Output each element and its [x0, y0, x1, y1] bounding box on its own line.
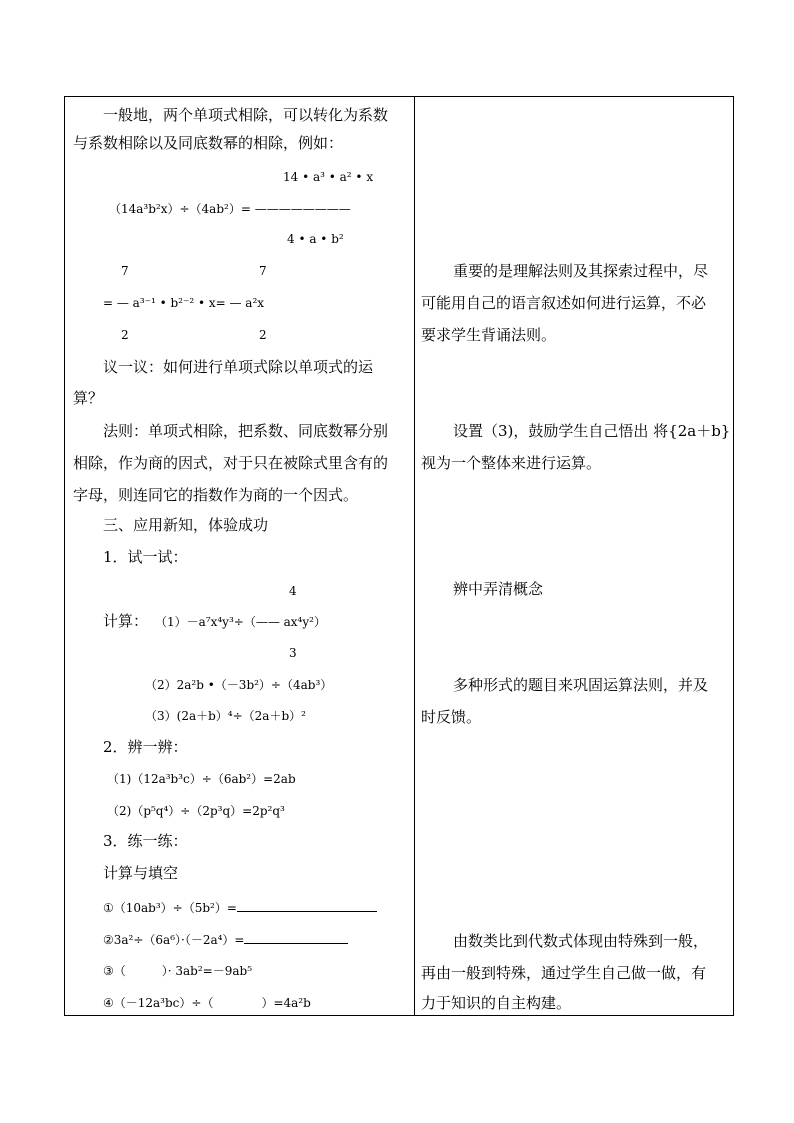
note4-line1: 多种形式的题目来巩固运算法则，并及	[453, 676, 709, 694]
question1: ①（10ab³）÷（5b²）=	[103, 899, 377, 916]
example1-numerator: 14 • a³ • a² • x	[283, 170, 374, 184]
calc1-bottom-3: 3	[289, 646, 297, 660]
note1-line1: 重要的是理解法则及其探索过程中，尽	[453, 262, 709, 280]
discuss-line2: 算？	[73, 389, 104, 407]
example1-denominator: 4 • a • b²	[287, 232, 344, 246]
calc3-expression: （3）(2a＋b）⁴÷（2a＋b）²	[145, 709, 306, 723]
example2-bottom-2b: 2	[259, 328, 267, 342]
question4: ④（－12a³bc）÷（ ）=4a²b	[103, 996, 311, 1010]
example2-top-7b: 7	[259, 264, 267, 278]
try-title: 1．试一试：	[103, 548, 188, 566]
rule-line3: 字母，则连同它的指数作为商的一个因式。	[73, 486, 359, 504]
note3: 辨中弄清概念	[453, 580, 544, 598]
question2: ②3a²÷（6a⁶）·（－2a⁴）=	[103, 931, 348, 948]
practice-subtitle: 计算与填空	[103, 864, 179, 882]
note2-line2: 视为一个整体来进行运算。	[421, 454, 602, 472]
discern2-expression: （2)（p⁵q⁴）÷（2p³q）=2p²q³	[107, 804, 285, 818]
discuss-line1: 议一议：如何进行单项式除以单项式的运	[103, 358, 374, 376]
note1-line2: 可能用自己的语言叙述如何进行运算，不必	[421, 294, 707, 312]
note1-line3: 要求学生背诵法则。	[421, 326, 557, 344]
example2-expression: = — a³⁻¹ • b²⁻² • x= — a²x	[103, 296, 265, 310]
lesson-table	[64, 96, 734, 1016]
calc2-expression: （2）2a²b •（－3b²）÷（4ab³）	[145, 678, 333, 692]
question1-answer-blank[interactable]	[237, 899, 377, 912]
calc1-expression: （1）－a⁷x⁴y³÷（—— ax⁴y²）	[155, 615, 326, 629]
discern-title: 2．辨一辨：	[103, 738, 188, 756]
p1-line1: 一般地，两个单项式相除，可以转化为系数	[103, 106, 389, 124]
rule-line2: 相除，作为商的因式，对于只在被除式里含有的	[73, 454, 389, 472]
note5-line1: 由数类比到代数式体现由特殊到一般，	[453, 932, 709, 950]
note5-line2: 再由一般到特殊，通过学生自己做一做，有	[421, 964, 707, 982]
example2-top-7a: 7	[121, 264, 129, 278]
question2-answer-blank[interactable]	[244, 931, 348, 944]
p1-line2: 与系数相除以及同底数幂的相除，例如：	[73, 134, 344, 152]
section3-heading: 三、应用新知，体验成功	[103, 516, 269, 534]
note5-line3: 力于知识的自主构建。	[421, 994, 572, 1012]
example2-bottom-2a: 2	[121, 328, 129, 342]
column-divider	[414, 97, 415, 1015]
note2-line1: 设置（3)，鼓励学生自己悟出 将{2a＋b}	[453, 422, 731, 440]
question3: ③（ ）· 3ab²=－9ab⁵	[103, 964, 253, 978]
note4-line2: 时反馈。	[421, 708, 482, 726]
example1-expression: （14a³b²x）÷（4ab²）= ————————	[109, 202, 351, 216]
calc-label: 计算：	[103, 612, 149, 630]
calc1-top-4: 4	[289, 584, 297, 598]
rule-line1: 法则：单项式相除，把系数、同底数幂分别	[103, 422, 389, 440]
practice-title: 3．练一练：	[103, 832, 188, 850]
discern1-expression: （1)（12a³b³c）÷（6ab²）=2ab	[107, 772, 296, 786]
